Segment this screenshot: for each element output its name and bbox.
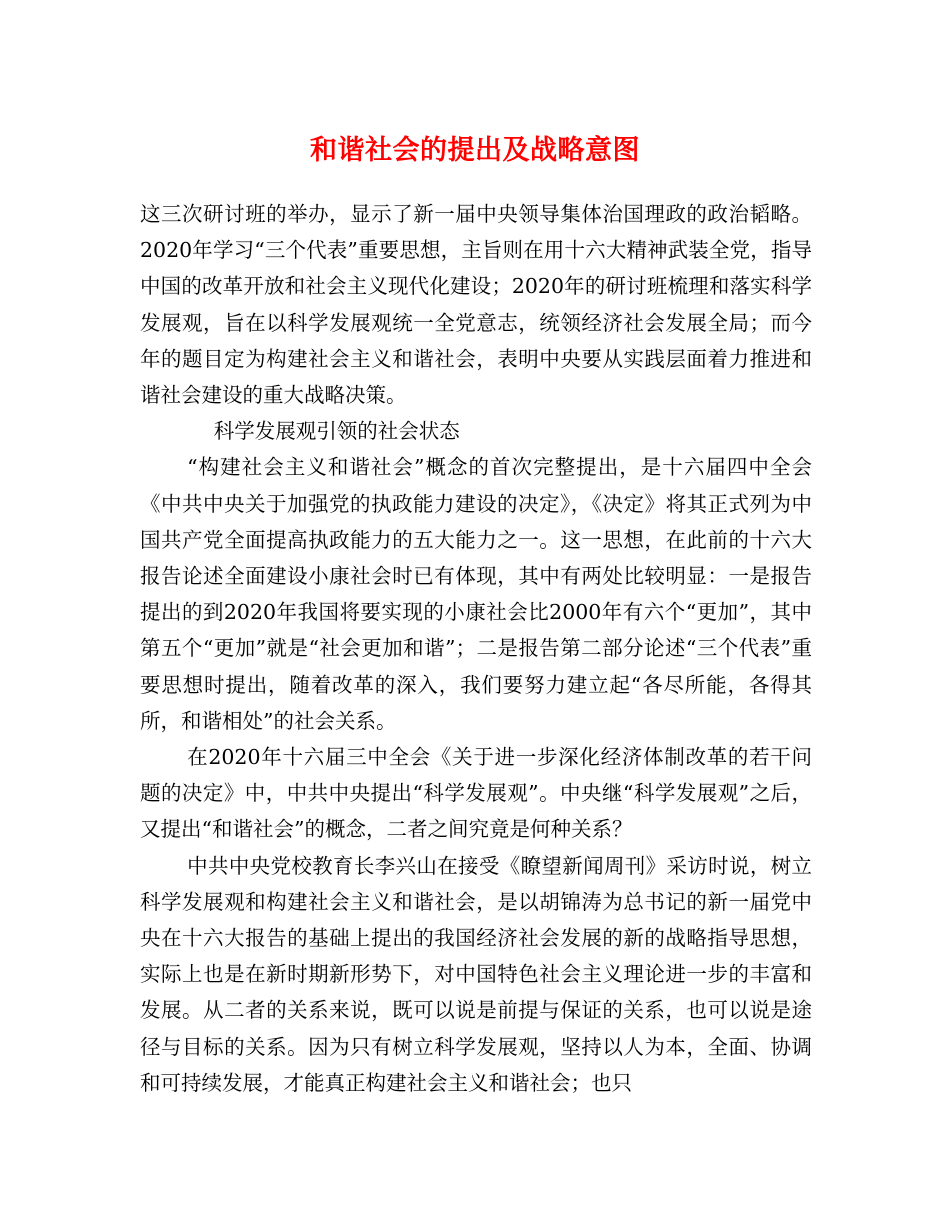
paragraph-intro: 这三次研讨班的举办，显示了新一届中央领导集体治国理政的政治韬略。2020年学习“三个代表”重要思想，主旨则在用十六大精神武装全党，指导中国的改革开放和社会主义现代化建设；2020年的研讨班梳理和落实科学发展观，旨在以科学发展观统一全党意志，统领经济社会发展全局；而今年的题目定为构建社会主义和谐社会，表明中央要从实践层面着力推进和谐社会建设的重大战略决策。 xyxy=(140,202,812,408)
paragraph-concept-origin: “构建社会主义和谐社会”概念的首次完整提出，是十六届四中全会《中共中央关于加强党的执政能力建设的决定》，《决定》将其正式列为中国共产党全面提高执政能力的五大能力之一。这一思想，在此前的十六大报告论述全面建设小康社会时已有体现，其中有两处比较明显：一是报告提出的到2020年我国将要实现的小康社会比2000年有六个“更加”，其中第五个“更加”就是“社会更加和谐”；二是报告第二部分论述“三个代表”重要思想时提出，随着改革的深入，我们要努力建立起“各尽所能，各得其所，和谐相处”的社会关系。 xyxy=(140,455,812,733)
document-body xyxy=(140,196,812,1101)
paragraph-interview: 中共中央党校教育长李兴山在接受《瞭望新闻周刊》采访时说，树立科学发展观和构建社会主义和谐社会，是以胡锦涛为总书记的新一届党中央在十六大报告的基础上提出的我国经济社会发展的新的战略指导思想，实际上也是在新时期新形势下，对中国特色社会主义理论进一步的丰富和发展。从二者的关系来说，既可以说是前提与保证的关系，也可以说是途径与目标的关系。因为只有树立科学发展观，坚持以人为本，全面、协调和可持续发展，才能真正构建社会主义和谐社会；也只 xyxy=(140,853,812,1095)
section-subheading: 科学发展观引领的社会状态 xyxy=(213,419,460,444)
paragraph-scientific-development: 在2020年十六届三中全会《关于进一步深化经济体制改革的若干问题的决定》中，中共中央提出“科学发展观”。中央继“科学发展观”之后，又提出“和谐社会”的概念，二者之间究竟是何种关系？ xyxy=(140,745,812,842)
page-title: 和谐社会的提出及战略意图 xyxy=(310,135,640,166)
